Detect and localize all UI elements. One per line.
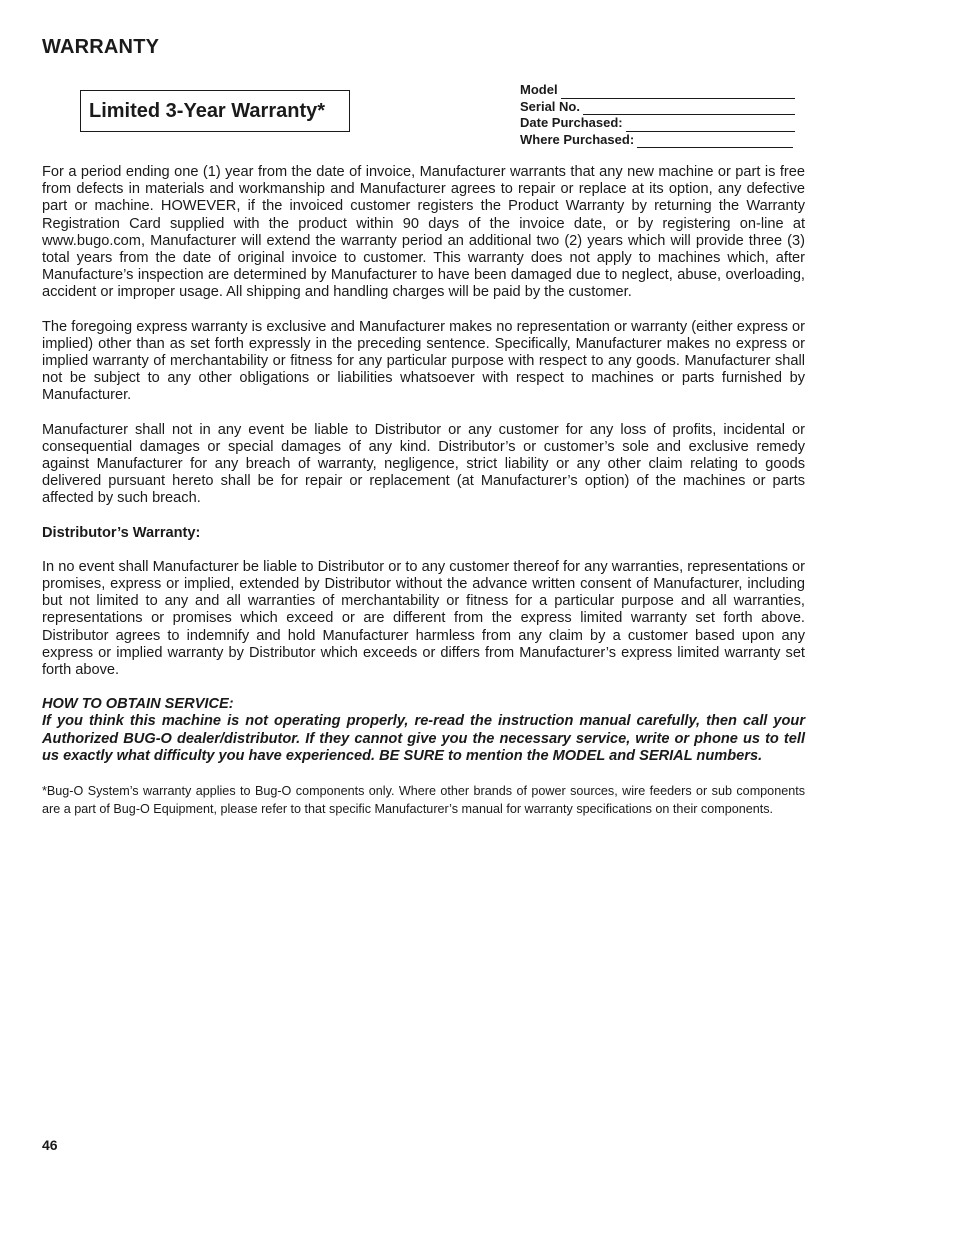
model-blank-line	[561, 87, 795, 99]
page-heading: WARRANTY	[42, 36, 160, 58]
service-heading: HOW TO OBTAIN SERVICE:	[42, 696, 234, 713]
warranty-title-box	[80, 90, 350, 132]
where-purchased-row	[520, 132, 795, 149]
date-purchased-row	[520, 115, 795, 132]
where-purchased-blank-line	[637, 136, 793, 148]
date-purchased-blank-line	[626, 120, 795, 132]
model-label: Model	[520, 82, 558, 97]
model-row	[520, 82, 795, 99]
serial-blank-line	[583, 103, 795, 115]
paragraph-liability: Manufacturer shall not in any event be liable to Distributor or any customer for any loss of profits, incidental or consequential damages or special damages of any kind. Distributor’s or customer’s sole and exclusive remedy against Manufacturer for any breach of warranty, negligence, strict liability or any other claim relating to goods delivered pursuant hereto shall be for repair or replacement (at Manufacturer’s option) of the machines or parts affected by such breach.	[42, 421, 805, 507]
where-purchased-label: Where Purchased:	[520, 131, 635, 147]
registration-form	[520, 82, 795, 148]
distributor-warranty-heading: Distributor’s Warranty:	[42, 524, 201, 541]
footnote: *Bug-O System’s warranty applies to Bug-O components only. Where other brands of power sources, wire feeders or sub components are a part of Bug-O Equipment, please refer to that specific Manufacturer’s manual for warranty specifications on their components.	[42, 784, 805, 817]
paragraph-exclusive-warranty: The foregoing express warranty is exclusive and Manufacturer makes no representation or warranty (either express or implied) other than as set forth expressly in the preceding sentence. Specifically, Manufacturer makes no express or implied warranty of merchantability or fitness for any particular purpose with respect to any goods. Manufacturer shall not be subject to any other obligations or liabilities whatsoever with respect to machines or parts furnished by Manufacturer.	[42, 318, 805, 404]
paragraph-distributor-warranty: In no event shall Manufacturer be liable to Distributor or to any customer thereof for any warranties, representations or promises, express or implied, extended by Distributor without the advance written consent of Manufacturer, including but not limited to any and all warranties of merchantability or fitness for a particular purpose and all warranties, representations or promises which exceed or are different from the express limited warranty set forth above. Distributor agrees to indemnify and hold Manufacturer harmless from any claim by a customer based upon any express or implied warranty by Distributor which exceeds or differs from Manufacturer’s express limited warranty set forth above.	[42, 558, 805, 679]
page-number: 46	[42, 1137, 58, 1153]
service-text: If you think this machine is not operating properly, re-read the instruction manual carefully, then call your Authorized BUG-O dealer/distributor. If they cannot give you the necessary service, write or phone us to tell us exactly what difficulty you have experienced. BE SURE to mention the MODEL and SERIAL numbers.	[42, 713, 805, 764]
warranty-title: Limited 3-Year Warranty*	[89, 99, 326, 122]
date-purchased-label: Date Purchased:	[520, 115, 623, 130]
serial-label: Serial No.	[520, 98, 580, 114]
paragraph-warranty-terms: For a period ending one (1) year from the date of invoice, Manufacturer warrants that any new machine or part is free from defects in materials and workmanship and Manufacturer agrees to repair or replace at its option, any defective part or machine. HOWEVER, if the invoiced customer registers the Product Warranty by returning the Warranty Registration Card supplied with the product within 90 days of the invoice date, or by registering on-line at www.bugo.com, Manufacturer will extend the warranty period an additional two (2) years which will provide three (3) total years from the date of original invoice to customer. This warranty does not apply to machines which, after Manufacture’s inspection are determined by Manufacturer to have been damaged due to neglect, abuse, overloading, accident or improper usage. All shipping and handling charges will be paid by the customer.	[42, 164, 805, 301]
serial-row	[520, 99, 795, 116]
warranty-body	[42, 164, 805, 818]
service-section	[42, 696, 805, 765]
